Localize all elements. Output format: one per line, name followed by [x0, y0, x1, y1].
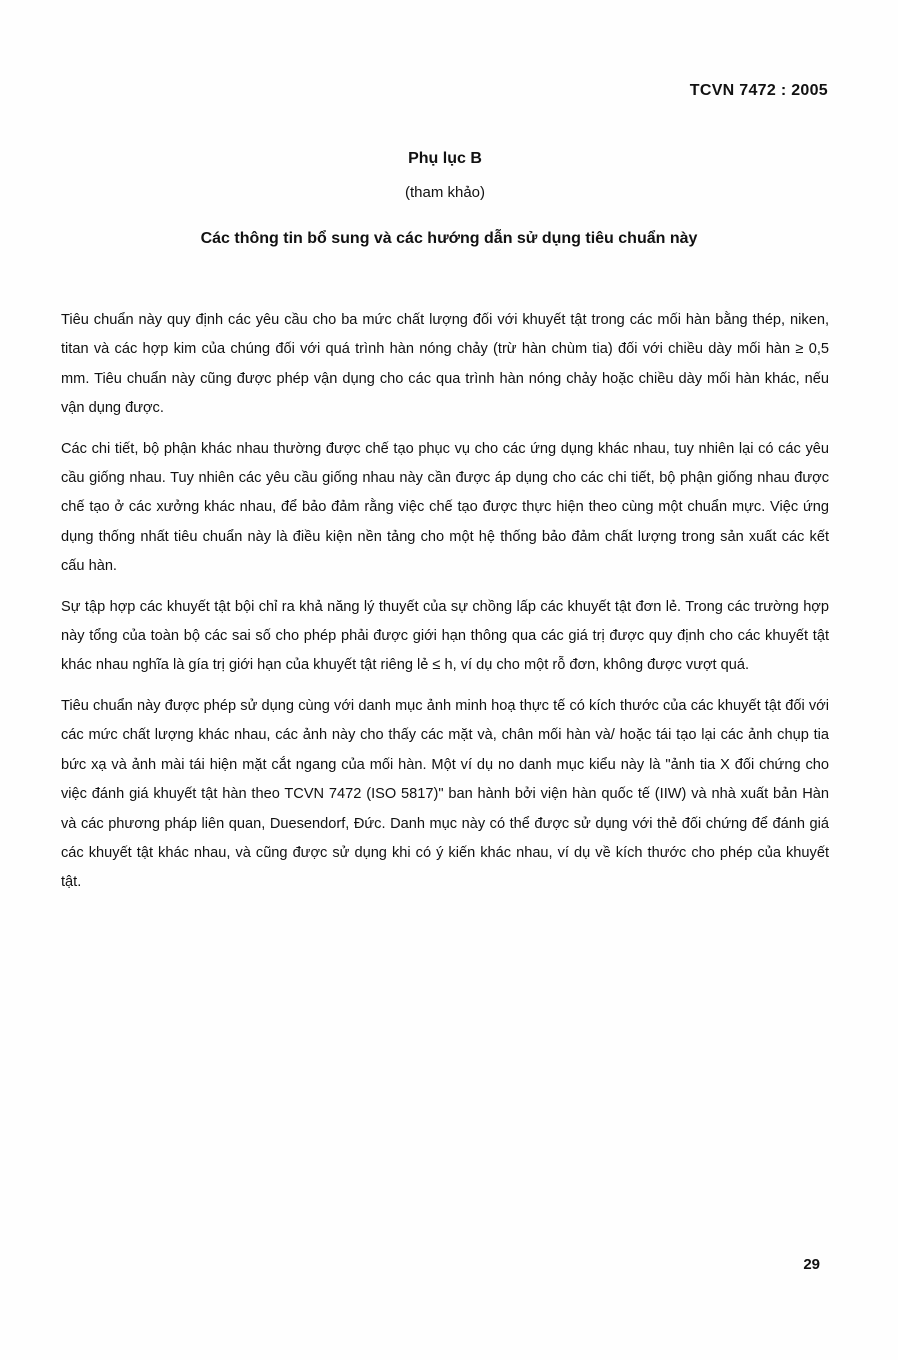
standard-code: TCVN 7472 : 2005 [689, 82, 828, 99]
body-text [61, 306, 829, 909]
paragraph-1: Tiêu chuẩn này quy định các yêu cầu cho ba mức chất lượng đối với khuyết tật trong các mối hàn bằng thép, niken, titan và các hợp kim của chúng đối với quá trình hàn nóng chảy (trừ hàn chùm tia) đối với chiều dày mối hàn ≥ 0,5 mm. Tiêu chuẩn này cũng được phép vận dụng cho các qua trình hàn nóng chảy hoặc chiều dày mối hàn khác, nếu vận dụng được. [61, 312, 829, 417]
appendix-title: Phụ lục B [408, 150, 482, 167]
section-title: Các thông tin bổ sung và các hướng dẫn sử dụng tiêu chuẩn này [200, 230, 698, 247]
paragraph-3: Sự tập hợp các khuyết tật bội chỉ ra khả năng lý thuyết của sự chồng lấp các khuyết tật đơn lẻ. Trong các trường hợp này tổng của toàn bộ các sai số cho phép phải được giới hạn thông qua các giá trị được quy định cho các khuyết tật khác nhau nghĩa là gía trị giới hạn của khuyết tật riêng lẻ ≤ h, ví dụ cho một rỗ đơn, không được vượt quá. [61, 598, 829, 674]
page-number: 29 [803, 1256, 820, 1273]
appendix-note: (tham khảo) [404, 184, 486, 201]
paragraph-4: Tiêu chuẩn này được phép sử dụng cùng với danh mục ảnh minh hoạ thực tế có kích thước của các khuyết tật đối với các mức chất lượng khác nhau, các ảnh này cho thấy các mặt và, chân mối hàn và/ hoặc tái tạo lại các ảnh chụp tia bức xạ và ảnh mài tái hiện mặt cắt ngang của mối hàn. Một ví dụ no danh mục kiểu này là "ảnh tia X đối chứng cho việc đánh giá khuyết tật hàn theo TCVN 7472 (ISO 5817)" ban hành bởi viện hàn quốc tế (IIW) và nhà xuất bản Hàn và các phương pháp liên quan, Duesendorf, Đức. Danh mục này có thể được sử dụng với thẻ đối chứng để đánh giá các khuyết tật khác nhau, và cũng được sử dụng khi có ý kiến khác nhau, ví dụ về kích thước cho phép của khuyết tật. [61, 697, 829, 891]
paragraph-2: Các chi tiết, bộ phận khác nhau thường được chế tạo phục vụ cho các ứng dụng khác nhau, tuy nhiên lại có các yêu cầu giống nhau. Tuy nhiên các yêu cầu giống nhau này cần được áp dụng cho các chi tiết, bộ phận giống nhau được chế tạo ở các xưởng khác nhau, để bảo đảm rằng việc chế tạo được thực hiện theo cùng một chuẩn mực. Việc ứng dụng thống nhất tiêu chuẩn này là điều kiện nền tảng cho một hệ thống bảo đảm chất lượng trong sản xuất các kết cấu hàn. [61, 440, 829, 575]
